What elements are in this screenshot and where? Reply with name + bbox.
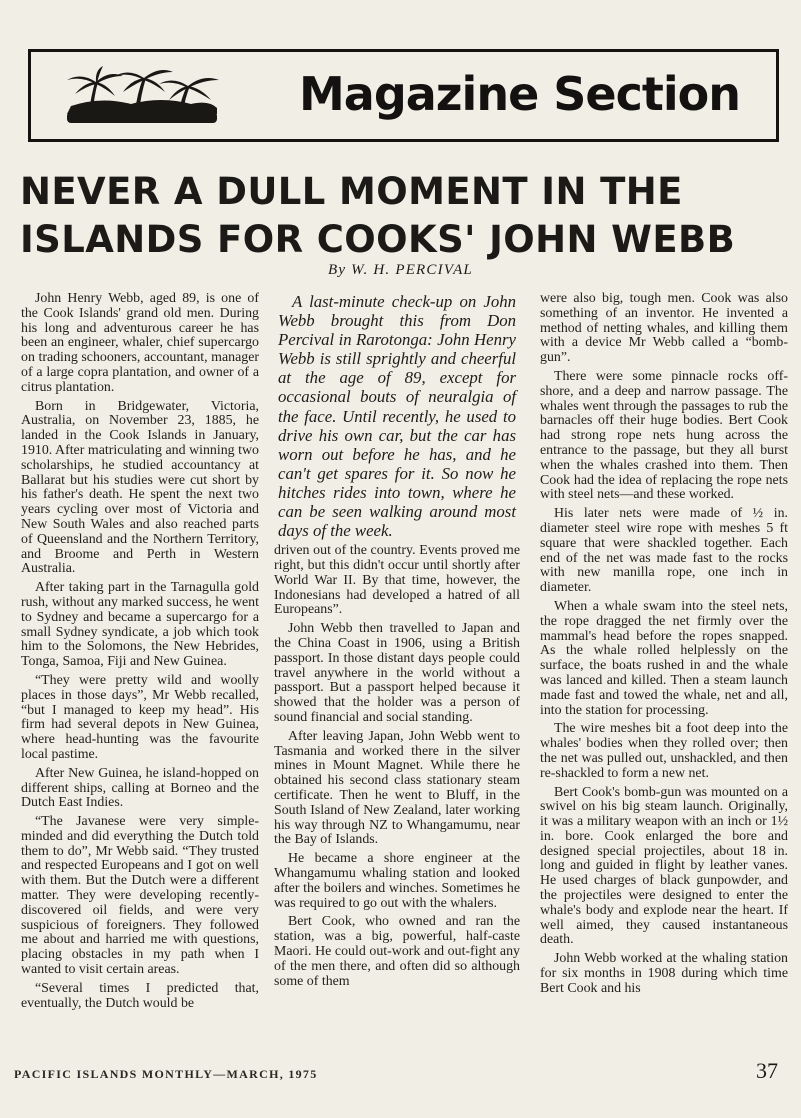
- paragraph: Bert Cook, who owned and ran the station, was a big, powerful, half-caste Maori. He could out-work and out-fight any of the men there, and often did so although some of them: [274, 914, 520, 989]
- paragraph: John Webb worked at the whaling station for six months in 1908 during which time Bert Cook and his: [540, 951, 788, 996]
- article-headline: NEVER A DULL MOMENT IN THE ISLANDS FOR COOKS' JOHN WEBB: [20, 170, 736, 261]
- paragraph: The wire meshes bit a foot deep into the whales' bodies when they rolled over; then the net was pulled out, unshackled, and then re-shackled to form a new net.: [540, 721, 788, 781]
- paragraph: His later nets were made of ½ in. diameter steel wire rope with meshes 5 ft square that were shackled together. Each end of the net was made fast to the rocks with new manilla rope, one inch in diameter.: [540, 506, 788, 596]
- paragraph: Born in Bridgewater, Victoria, Australia, on November 23, 1885, he landed in the Cook Islands in January, 1910. After matriculating and winning two scholarships, he studied accountancy at Ballarat but his studies were cut short by his father's death. He spent the next two years cycling over most of Victoria and New South Wales and also reached parts of Queensland and the Northern Territory, and Broome and Perth in Western Australia.: [21, 398, 259, 577]
- section-title: Magazine Section: [299, 67, 740, 121]
- standfirst: A last-minute check-up on John Webb brought this from Don Percival in Rarotonga: John Henry Webb is still sprightly and cheerful at the age of 89, except for occasional bouts of neuralgia of the face. Until recently, he used to drive his own car, but the car has worn out before he has, and he can't get spares for it. So now he hitches rides into town, where he can be seen walking around most days of the week.: [278, 292, 516, 541]
- paragraph: There were some pinnacle rocks off-shore, and a deep and narrow passage. The whales went through the passages to rub the barnacles off their huge bodies. Bert Cook had strong rope nets hung across the entrance to the passage, but they all burst when the whales crashed into them. Then Cook had the idea of replacing the rope nets with steel nets—and these worked.: [540, 368, 788, 503]
- paragraph: After New Guinea, he island-hopped on different ships, calling at Borneo and the Dutch East Indies.: [21, 765, 259, 811]
- masthead: [28, 49, 779, 142]
- paragraph: After leaving Japan, John Webb went to Tasmania and worked there in the silver mines in Mount Magnet. While there he obtained his second class stationary steam certificate. Then he went to Bluff, in the South Island of New Zealand, later working his way through NZ to Whangamumu, near the Bay of Islands.: [274, 728, 520, 848]
- paragraph: were also big, tough men. Cook was also something of an inventor. He invented a method of netting whales, and killing them with a device Mr Webb called a “bomb-gun”.: [540, 291, 788, 366]
- paragraph: He became a shore engineer at the Whangamumu whaling station and looked after the boilers and winches. Sometimes he was required to go out with the whalers.: [274, 851, 520, 911]
- paragraph: driven out of the country. Events proved me right, but this didn't occur until shortly after World War II. By that time, however, the Indonesians had developed a hatred of all Europeans”.: [274, 543, 520, 618]
- column-3: [540, 292, 788, 1001]
- paragraph: “Several times I predicted that, eventually, the Dutch would be: [21, 980, 259, 1011]
- publication-footer: PACIFIC ISLANDS MONTHLY—MARCH, 1975: [14, 1067, 318, 1081]
- paragraph: John Henry Webb, aged 89, is one of the Cook Islands' grand old men. During his long and adventurous career he has been an engineer, whaler, chief supercargo on trading schooners, accountant, manager of a large copra plantation, and owner of a citrus plantation.: [21, 291, 259, 395]
- column-1: [21, 292, 259, 1015]
- paragraph: “They were pretty wild and woolly places in those days”, Mr Webb recalled, “but I managed to keep my head”. His firm had several depots in New Guinea, where head-hunting was the favourite local pastime.: [21, 672, 259, 762]
- byline: By W. H. PERCIVAL: [328, 262, 473, 278]
- page-number: 37: [756, 1058, 778, 1083]
- paragraph: After taking part in the Tarnagulla gold rush, without any marked success, he went to Sydney and became a supercargo for a small Sydney syndicate, a job which took him to the Solomons, the New Hebrides, Tonga, Samoa, Fiji and New Guinea.: [21, 580, 259, 670]
- paragraph: John Webb then travelled to Japan and the China Coast in 1906, using a British passport. In those distant days people could travel anywhere in the world without a passport. But a passport helped because it showed that the holder was a person of sound financial and social standing.: [274, 621, 520, 725]
- paragraph: When a whale swam into the steel nets, the rope dragged the net firmly over the mammal's head before the ropes snapped. As the whale rolled helplessly on the surface, the boats rushed in and the whale was lanced and killed. Then a steam launch made fast and towed the whale, net and all, into the station for processing.: [540, 598, 788, 718]
- paragraph: “The Javanese were very simple-minded and did everything the Dutch told them to do”, Mr Webb said. “They trusted and respected Europeans and I got on well with them. But the Dutch were a different matter. They were developing recently-discovered oil fields, and were very suspicious of foreigners. They followed me about and harried me with questions, placing obstacles in my path when I wanted to visit certain areas.: [21, 814, 259, 978]
- palm-trees-icon: [61, 66, 223, 126]
- paragraph: Bert Cook's bomb-gun was mounted on a swivel on his big steam launch. Originally, it was a military weapon with an inch or 1½ in. bore. Cook enlarged the bore and designed special projectiles, about 18 in. long and guided in flight by leather vanes. He used charges of black gunpowder, and the projectiles were designed to enter the whale's body and explode near the heart. If well aimed, they caused instantaneous death.: [540, 784, 788, 948]
- column-2: [274, 292, 520, 993]
